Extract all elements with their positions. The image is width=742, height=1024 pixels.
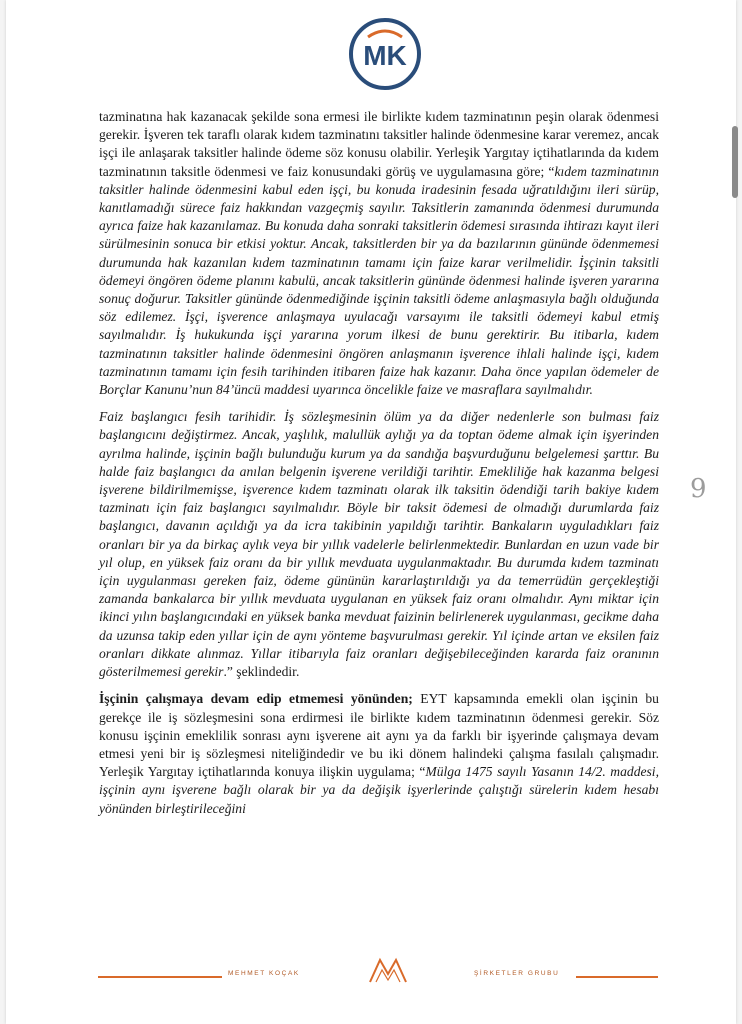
- footer-line-left: [98, 976, 222, 978]
- mk-logo: [348, 17, 422, 91]
- quote-text: Mülga 1475 sayılı Yasanın 14/2. maddesi, işçinin aynı işverene bağlı olarak bir ya da değişik işyerlerinde çalıştığı sürelerin kıdem hesabı yönünden birleştirileceğini: [99, 764, 659, 816]
- text-run: tazminatına hak kazanacak şekilde sona ermesi ile birlikte kıdem tazminatının peşin olarak ödenmesi gerekir. İşveren tek taraflı olarak kıdem tazminatını taksitler halinde ödenmesine karar veremez, ancak işçi ile anlaşarak taksitler halinde ödeme söz konusu olabilir. Yerleşik Yargıtay içtihatlarında da kıdem tazminatının taksitle ödenmesi ve faiz konusundaki görüş ve uygulamasına göre; “: [99, 109, 659, 179]
- section-heading: İşçinin çalışmaya devam edip etmemesi yönünden;: [99, 691, 413, 707]
- paragraph-2: [99, 408, 659, 681]
- paragraph-3: [99, 690, 659, 817]
- text-run: EYT kapsamında emekli olan işçinin bu gerekçe ile iş sözleşmesini sona erdirmesi ile birlikte kıdem tazminatının ödenmesi gerekir. Söz konusu işçinin emeklilik sonrası aynı işverene ait aynı ya da farklı bir işyerinde çalışmaya devam etmesi yeni bir iş sözleşmesi niteliğindedir ve bu iki dönem halindeki çalışma fasılalı çalışmadır. Yerleşik Yargıtay içtihatlarında konuya ilişkin uygulama; “: [99, 691, 659, 780]
- logo-text: MK: [363, 40, 407, 71]
- mk-mountain-logo-icon: [368, 952, 408, 984]
- scrollbar-thumb[interactable]: [732, 126, 738, 198]
- page-number: 9: [690, 474, 707, 504]
- quote-text: Faiz başlangıcı fesih tarihidir. İş sözleşmesinin ölüm ya da diğer nedenlerle son bulması faiz başlangıcını değiştirmez. Ancak, yaşlılık, malullük aylığı ya da toptan ödeme almak için işyerinden ayrılma halinde, işçinin bağlı bulunduğu kurum ya da sandığa başvurduğunu belgelemesi şarttır. Bu halde faiz başlangıcı da anılan belgenin işverene verildiği tarihtir. Emekliliğe hak kazanma belgesi işverene bildirilmemişse, işverence kıdem tazminatı olarak ilk taksitin ödendiği tarih bakiye kıdem tazminatı için faiz başlangıcı sayılmalıdır. Böyle bir taksit ödemesi de olmadığı durumlarda faiz başlangıcı, davanın açıldığı ya da icra takibinin yapıldığı tarihtir. Bankaların uyguladıkları faiz oranları bir ya da birkaç aylık veya bir yıllık vadelerle belirlenmektedir. Bunlardan en uzun vade bir yıl olup, en yüksek faiz oranı da bir yıllık mevduata uygulanmaktadır. Bu durumda kıdem tazminatı için uygulanması gereken faiz, ödeme gününün kararlaştırıldığı ya da temerrüdün gerçekleştiği zamanda bankalarca bir yıllık mevduata uygulanan en yüksek faiz oranı olmalıdır. Aynı miktar için ikinci yılın başlangıcındaki en yüksek banka mevduat faizinin belirlenerek uygulanması, gecikme daha da uzunsa takip eden yıllar için de aynı yönteme başvurulması gerekir. Yıl içinde artan ve eksilen faiz oranları dikkate alınmaz. Yıllar itibarıyla faiz oranları değişebileceğinden kararda faiz oranının gösterilmemesi gerekir: [99, 409, 659, 680]
- text-run: .” şeklindedir.: [223, 664, 300, 680]
- document-body: [99, 108, 659, 827]
- footer-left-text: MEHMET KOÇAK: [228, 970, 300, 977]
- paragraph-1: [99, 108, 659, 399]
- footer-right-text: ŞİRKETLER GRUBU: [474, 970, 560, 977]
- document-page: [6, 0, 736, 1024]
- page-footer: [98, 948, 658, 988]
- footer-line-right: [576, 976, 658, 978]
- quote-text: kıdem tazminatının taksitler halinde ödenmesini kabul eden işçi, bu konuda iradesinin fesada uğratıldığını ileri sürüp, kanıtlamadığı sürece faiz hakkından vazgeçmiş sayılır. Taksitlerin zamanında ödenmesi durumunda ayrıca faize hak kazanılamaz. Bu konuda daha sonraki taksitlerin ödemesi sırasında ihtirazı kayıt ileri sürülmesinin sonuca bir etkisi yoktur. Ancak, taksitlerden bir ya da bazılarının gününde ödenmemesi durumunda hak kazanılan kıdem tazminatının tamamı için faize karar verilmelidir. İşçinin taksitli ödemeyi öngören ödeme planını kabulü, ancak taksitlerin gününde ödenmesi halinde işveren yararına sonuç doğurur. Taksitler gününde ödenmediğinde işçinin taksitli ödeme anlaşmasıyla bağlı olduğunda söz edilemez. İşçi, işverence anlaşmaya uyulacağı varsayımı ile taksitli ödemeyi kabul etmiş sayılmalıdır. İş hukukunda işçi yararına yorum ilkesi de bunu gerektirir. Bu itibarla, kıdem tazminatının taksitler halinde ödenmesini öngören anlaşmanın işverence ihlali halinde işçi, kıdem tazminatının tamamı için fesih tarihinden itibaren faize hak kazanır. Daha önce yapılan ödemeler de Borçlar Kanunu’nun 84’üncü maddesi uyarınca öncelikle faize ve masraflara sayılmalıdır.: [99, 163, 659, 398]
